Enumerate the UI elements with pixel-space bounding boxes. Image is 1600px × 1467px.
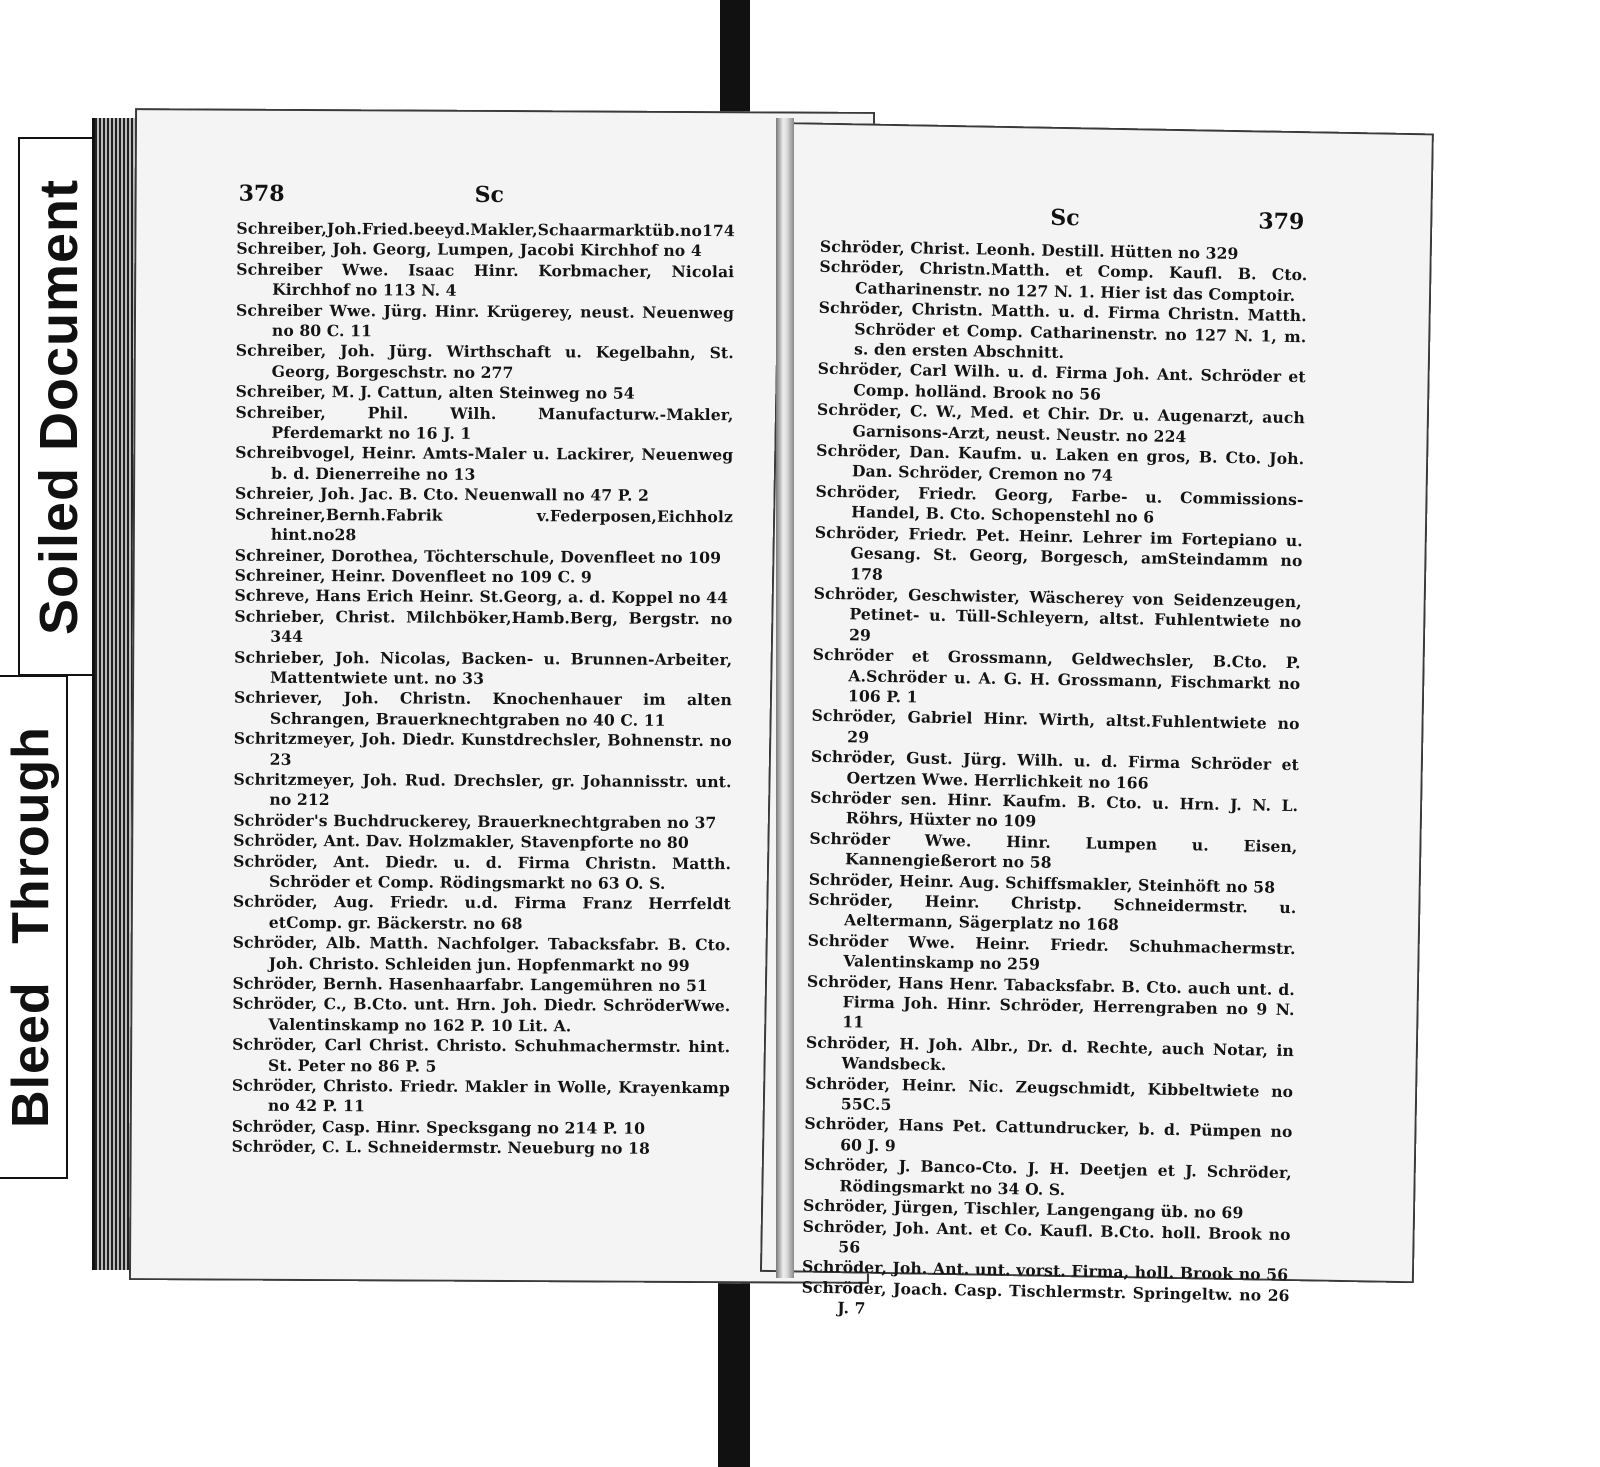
directory-entry: Schreiber Wwe. Jürg. Hinr. Krügerey, neust. Neuenweg no 80 C. 11 — [235, 300, 735, 341]
film-band-bottom — [718, 1275, 750, 1467]
bleed-through-label-box — [0, 675, 68, 1179]
directory-entry: Schröder, Heinr. Aug. Schiffsmakler, Steinhöft no 58 — [808, 869, 1276, 897]
directory-entry: Schrieber, Joh. Nicolas, Backen- u. Brunnen-Arbeiter, Mattentwiete unt. no 33 — [234, 647, 733, 688]
directory-entry: Schröder Wwe. Heinr. Friedr. Schuhmachermstr. Valentinskamp no 259 — [807, 930, 1296, 974]
film-band-top — [720, 0, 750, 125]
directory-entry: Schröder, Ant. Dav. Holzmakler, Stavenpforte no 80 — [233, 830, 689, 853]
directory-entry: Schröder, C., B.Cto. unt. Hrn. Joh. Diedr. SchröderWwe. Valentinskamp no 162 P. 10 Lit. A. — [232, 994, 731, 1036]
directory-entry: Schröder, Gabriel Hinr. Wirth, altst.Fuhlentwiete no 29 — [811, 705, 1300, 747]
directory-entry: Schreiber,Joh.Fried.beeyd.Makler,Schaarmarktüb.no174 — [236, 218, 735, 241]
directory-entry: Schröder, Hans Pet. Cattundrucker, b. d. Pümpen no 60 J. 9 — [804, 1114, 1293, 1156]
directory-entry: Schritzmeyer, Joh. Rud. Drechsler, gr. Johannisstr. unt. no 212 — [233, 769, 732, 810]
directory-entry: Schreiber, Joh. Georg, Lumpen, Jacobi Kirchhof no 4 — [236, 239, 702, 261]
directory-entry: Schröder, Christn. Matth. u. d. Firma Christn. Matth. Schröder et Comp. Catharinenstr. no 127 N. 1, m. s. den ersten Abschnitt. — [818, 297, 1307, 363]
directory-entry: Schröder, Christ. Leonh. Destill. Hütten no 329 — [819, 236, 1239, 264]
right-page — [760, 122, 1434, 1318]
directory-entry: Schröder, Friedr. Georg, Farbe- u. Commissions-Handel, B. Cto. Schopenstehl no 6 — [815, 481, 1304, 527]
directory-entry: Schröder, Jürgen, Tischler, Langengang üb. no 69 — [802, 1195, 1244, 1223]
page-number-left: 378 — [238, 180, 285, 207]
directory-entry: Schriever, Joh. Christn. Knochenhauer im alten Schrangen, Brauerknechtgraben no 40 C. 11 — [233, 687, 733, 730]
directory-entry: Schreiner, Dorothea, Töchterschule, Dovenfleet no 109 — [234, 545, 722, 567]
directory-entry: Schröder Wwe. Hinr. Lumpen u. Eisen, Kannengießerort no 58 — [809, 828, 1298, 873]
bleed-through-label: Bleed Through — [2, 726, 60, 1128]
directory-entry: Schröder, Heinr. Christp. Schneidermstr. u. Aeltermann, Sägerplatz no 168 — [808, 889, 1297, 935]
directory-entry: Schröder, Bernh. Hasenhaarfabr. Langemühren no 51 — [232, 973, 708, 996]
page-number-right: 379 — [1258, 208, 1305, 236]
running-header-left: Sc — [474, 181, 504, 209]
soiled-document-label-box — [18, 137, 100, 676]
directory-entry: Schröder, Carl Wilh. u. d. Firma Joh. Ant. Schröder et Comp. holländ. Brook no 56 — [817, 359, 1306, 404]
directory-entry: Schröder, Christo. Friedr. Makler in Wolle, Krayenkamp no 42 P. 11 — [231, 1075, 731, 1116]
directory-entry: Schröder, C. L. Schneidermstr. Neueburg no 18 — [231, 1136, 651, 1159]
directory-entry: Schreiner, Heinr. Dovenfleet no 109 C. 9 — [234, 565, 592, 587]
directory-entry: Schreiber, Joh. Jürg. Wirthschaft u. Kegelbahn, St. Georg, Borgeschstr. no 277 — [235, 341, 734, 382]
directory-entry: Schröder, Gust. Jürg. Wilh. u. d. Firma Schröder et Oertzen Wwe. Herrlichkeit no 166 — [810, 746, 1300, 793]
directory-entry: Schreiner,Bernh.Fabrik v.Federposen,Eichholz hint.no28 — [234, 504, 733, 545]
directory-entry: Schröder, Dan. Kaufm. u. Laken en gros, B. Cto. Joh. Dan. Schröder, Cremon no 74 — [816, 440, 1305, 486]
directory-entry: Schröder, H. Joh. Albr., Dr. d. Rechte, auch Notar, in Wandsbeck. — [805, 1032, 1295, 1075]
directory-entry: Schröder et Grossmann, Geldwechsler, B.Cto. P. A.Schröder u. A. G. H. Grossmann, Fischmarkt no 106 P. 1 — [812, 644, 1301, 707]
directory-entry: Schröder, Geschwister, Wäscherey von Seidenzeugen, Petinet- u. Tüll-Schleyern, altst. Fuhlentwiete no 29 — [813, 583, 1302, 645]
directory-entry: Schröder's Buchdruckerey, Brauerknechtgraben no 37 — [233, 810, 717, 832]
directory-entry: Schröder, Carl Christ. Christo. Schuhmachermstr. hint. St. Peter no 86 P. 5 — [232, 1034, 731, 1076]
directory-entry: Schröder, Hans Henr. Tabacksfabr. B. Cto. auch unt. d. Firma Joh. Hinr. Schröder, Herrengraben no 9 N. 11 — [806, 971, 1296, 1033]
directory-entry: Schreiber, Phil. Wilh. Manufacturw.-Makler, Pferdemarkt no 16 J. 1 — [235, 402, 734, 443]
open-book — [92, 110, 1447, 1318]
directory-entry: Schröder, Friedr. Pet. Heinr. Lehrer im Fortepiano u. Gesang. St. Georg, Borgesch, amSteindamm no 178 — [814, 522, 1303, 584]
directory-entry: Schreibvogel, Heinr. Amts-Maler u. Lackirer, Neuenweg b. d. Dienerreihe no 13 — [235, 443, 734, 484]
directory-entry: Schröder, J. Banco-Cto. J. H. Deetjen et J. Schröder, Rödingsmarkt no 34 O. S. — [803, 1154, 1292, 1199]
directory-entry: Schreiber Wwe. Isaac Hinr. Korbmacher, Nicolai Kirchhof no 113 N. 4 — [236, 259, 735, 300]
book-gutter — [776, 118, 794, 1278]
directory-entry: Schreiber, M. J. Cattun, alten Steinweg no 54 — [235, 381, 635, 403]
directory-entry: Schröder, Joh. Ant. unt. vorst. Firma, holl. Brook no 56 — [801, 1256, 1289, 1285]
soiled-document-label: Soiled Document — [29, 178, 89, 635]
directory-entry: Schröder sen. Hinr. Kaufm. B. Cto. u. Hrn. J. N. L. Röhrs, Hüxter no 109 — [810, 787, 1299, 831]
directory-entry: Schröder, Joh. Ant. et Co. Kaufl. B.Cto. holl. Brook no 56 — [802, 1216, 1291, 1257]
directory-entry: Schröder, C. W., Med. et Chir. Dr. u. Augenarzt, auch Garnisons-Arzt, neust. Neustr. no 224 — [816, 399, 1306, 446]
running-header-right: Sc — [1050, 204, 1080, 232]
directory-entry: Schreve, Hans Erich Heinr. St.Georg, a. d. Koppel no 44 — [234, 585, 729, 608]
directory-entry: Schreier, Joh. Jac. B. Cto. Neuenwall no 47 P. 2 — [235, 483, 650, 506]
directory-entry: Schröder, Joach. Casp. Tischlermstr. Springeltw. no 26 J. 7 — [801, 1277, 1290, 1318]
right-entry-list — [801, 237, 1308, 1327]
directory-entry: Schröder, Alb. Matth. Nachfolger. Tabacksfabr. B. Cto. Joh. Christo. Schleiden jun. Hopfenmarkt no 99 — [232, 932, 731, 975]
directory-entry: Schrieber, Christ. Milchböker,Hamb.Berg, Bergstr. no 344 — [234, 606, 733, 647]
directory-entry: Schröder, Casp. Hinr. Specksgang no 214 P. 10 — [231, 1116, 646, 1138]
directory-entry: Schröder, Christn.Matth. et Comp. Kaufl. B. Cto. Catharinenstr. no 127 N. 1. Hier ist das Comptoir. — [819, 257, 1308, 305]
directory-entry: Schröder, Ant. Diedr. u. d. Firma Christn. Matth. Schröder et Comp. Rödingsmarkt no 63 O. S. — [233, 851, 732, 893]
directory-entry: Schröder, Aug. Friedr. u.d. Firma Franz Herrfeldt etComp. gr. Bäckerstr. no 68 — [232, 892, 731, 933]
directory-entry: Schröder, Heinr. Nic. Zeugschmidt, Kibbeltwiete no 55C.5 — [805, 1073, 1294, 1115]
left-entry-list — [232, 219, 735, 1160]
directory-entry: Schritzmeyer, Joh. Diedr. Kunstdrechsler, Bohnenstr. no 23 — [233, 728, 732, 769]
